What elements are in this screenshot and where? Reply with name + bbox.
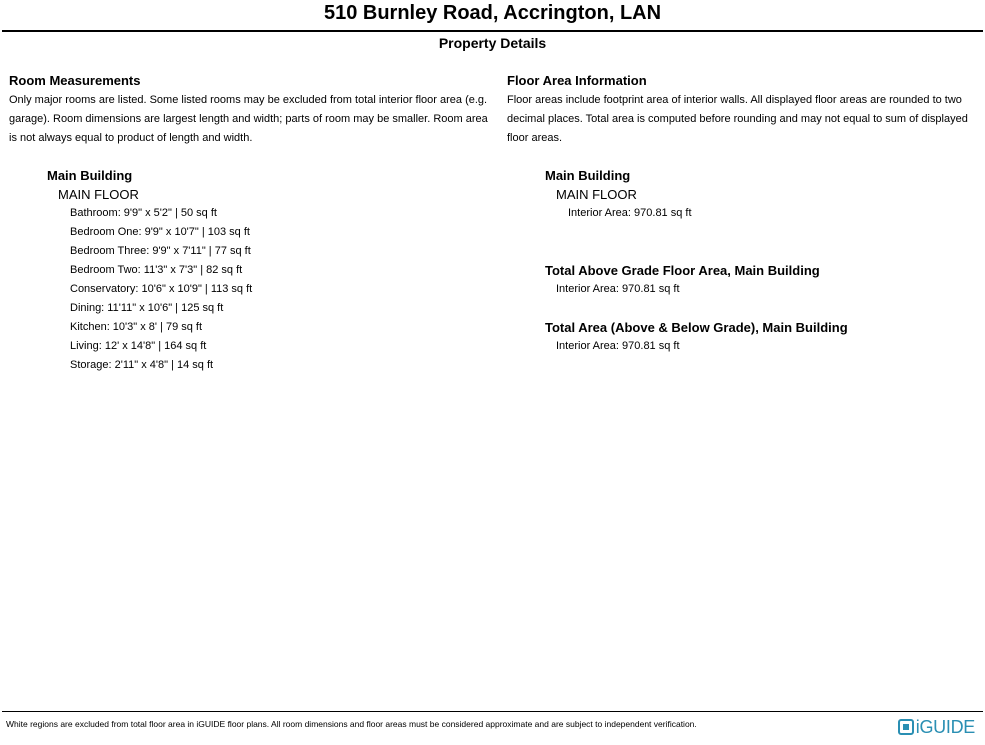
title-divider (2, 30, 983, 32)
floor-area-heading: Floor Area Information (507, 73, 647, 88)
above-grade-interior-area: Interior Area: 970.81 sq ft (556, 283, 680, 295)
room-list-item: Conservatory: 10'6" x 10'9" | 113 sq ft (70, 283, 253, 295)
room-list-block (47, 166, 489, 375)
iguide-logo-text: iGUIDE (915, 717, 975, 737)
floor-area-section (507, 72, 985, 356)
room-measurements-description: Only major rooms are listed. Some listed rooms may be excluded from total interior floor area (e.g. garage). Room dimensions are largest length and width; parts of room may be smaller. Room area is not always equal to product of length and width. (9, 94, 488, 144)
iguide-logo (898, 716, 975, 738)
iguide-logo-icon (898, 719, 914, 735)
room-measurements-section (9, 72, 489, 375)
room-floor-name: MAIN FLOOR (58, 187, 139, 202)
floor-area-description: Floor areas include footprint area of interior walls. All displayed floor areas are rounded to two decimal places. Total area is computed before rounding and may not equal to sum of displayed floor areas. (507, 94, 968, 144)
room-list-item: Storage: 2'11" x 4'8" | 14 sq ft (70, 359, 214, 371)
room-list (70, 204, 489, 375)
room-list-item: Living: 12' x 14'8" | 164 sq ft (70, 340, 207, 352)
footer-disclaimer: White regions are excluded from total floor area in iGUIDE floor plans. All room dimensions and floor areas must be considered approximate and are subject to independent verification. (6, 719, 697, 729)
above-grade-heading: Total Above Grade Floor Area, Main Building (545, 263, 820, 278)
room-building-name: Main Building (47, 168, 133, 183)
total-area-heading: Total Area (Above & Below Grade), Main Building (545, 320, 848, 335)
room-list-item: Bedroom One: 9'9" x 10'7" | 103 sq ft (70, 226, 250, 238)
area-building-name: Main Building (545, 168, 631, 183)
room-list-item: Bedroom Three: 9'9" x 7'11" | 77 sq ft (70, 245, 251, 257)
footer-divider (2, 711, 983, 712)
floor-area-block (545, 166, 985, 356)
page-subtitle: Property Details (438, 35, 547, 51)
room-list-item: Kitchen: 10'3" x 8' | 79 sq ft (70, 321, 203, 333)
room-list-item: Bathroom: 9'9" x 5'2" | 50 sq ft (70, 207, 217, 219)
area-floor-name: MAIN FLOOR (556, 187, 637, 202)
total-interior-area: Interior Area: 970.81 sq ft (556, 340, 680, 352)
room-list-item: Dining: 11'11" x 10'6" | 125 sq ft (70, 302, 224, 314)
floor-interior-area: Interior Area: 970.81 sq ft (568, 207, 692, 219)
room-list-item: Bedroom Two: 11'3" x 7'3" | 82 sq ft (70, 264, 243, 276)
page-title: 510 Burnley Road, Accrington, LAN (323, 2, 662, 24)
room-measurements-heading: Room Measurements (9, 73, 141, 88)
